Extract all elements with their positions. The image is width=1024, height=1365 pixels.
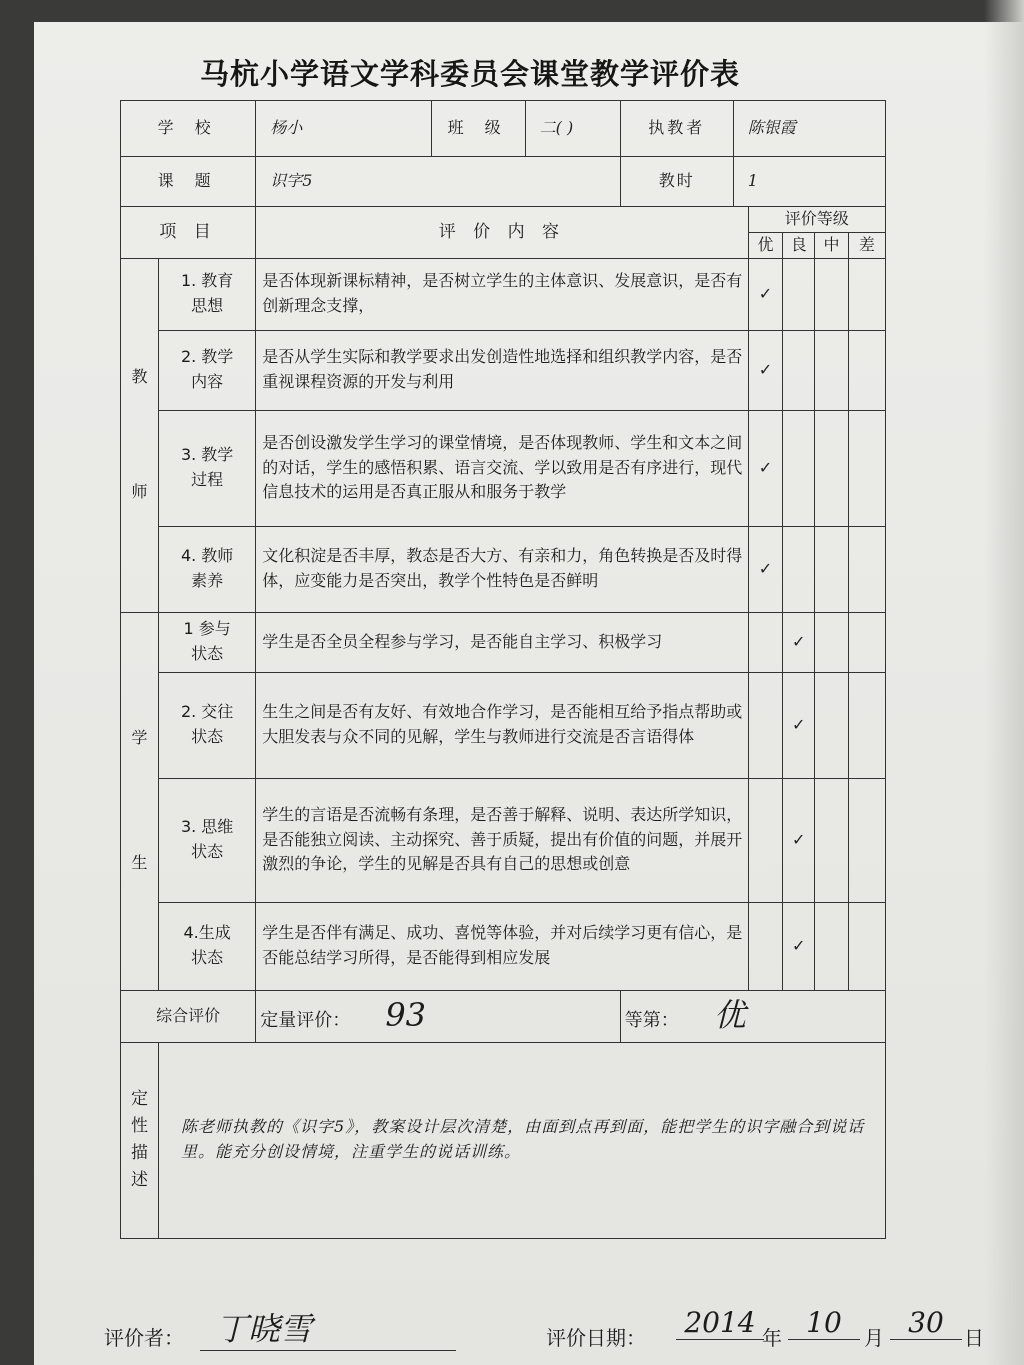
year-unit: 年 <box>762 1326 782 1350</box>
grade-cell <box>848 902 885 990</box>
table-row <box>121 672 886 778</box>
row-item: 2. 教学 内容 <box>159 330 256 410</box>
group-spacer <box>125 751 154 851</box>
quant-label: 定量评价： <box>260 1010 351 1032</box>
check-mark: ✓ <box>783 902 815 990</box>
grade-cell <box>815 410 849 526</box>
grade-cell <box>783 258 815 330</box>
grade-cell <box>748 902 783 990</box>
date-label: 评价日期： <box>546 1326 646 1350</box>
group-student-char-1: 学 <box>131 728 148 748</box>
group-teacher-char-1: 教 <box>131 367 148 387</box>
row-content: 学生的言语是否流畅有条理，是否善于解释、说明、表达所学知识，是否能独立阅读、主动探究、善于质疑，提出有价值的问题，并展开激烈的争论，学生的见解是否具有自己的思想或创意 <box>256 778 748 902</box>
row-content: 是否创设激发学生学习的课堂情境，是否体现教师、学生和文本之间的对话，学生的感悟积累、语言交流、学以致用是否有序进行，现代信息技术的运用是否真正服从和服务于教学 <box>256 410 748 526</box>
teacher-label: 执教者 <box>620 101 733 157</box>
grade-level-header: 评价等级 <box>748 207 885 233</box>
grade-cell <box>815 672 849 778</box>
form-title: 马杭小学语文学科委员会课堂教学评价表 <box>200 57 741 91</box>
grade-excellent-header: 优 <box>748 232 783 258</box>
grade-cell <box>815 526 849 612</box>
grade-cell <box>748 612 783 672</box>
class-value: 二( ) <box>525 101 620 157</box>
group-spacer <box>125 390 154 480</box>
row-content: 学生是否伴有满足、成功、喜悦等体验，并对后续学习更有信心，是否能总结学习所得，是否能得到相应发展 <box>256 902 748 990</box>
day-unit: 日 <box>964 1326 984 1350</box>
desc-label-char: 述 <box>131 1170 149 1191</box>
hours-label: 教时 <box>620 157 733 207</box>
check-mark: ✓ <box>783 672 815 778</box>
table-row <box>121 612 886 672</box>
row-content: 是否体现新课标精神，是否树立学生的主体意识、发展意识，是否有创新理念支撑， <box>256 258 748 330</box>
desc-label-char: 描 <box>131 1143 149 1164</box>
evaluator-label: 评价者： <box>104 1326 184 1350</box>
date-day: 30 <box>890 1306 962 1340</box>
row-item: 4.生成 状态 <box>159 902 256 990</box>
description-label <box>121 1042 159 1238</box>
grade-cell <box>848 672 885 778</box>
check-mark: ✓ <box>748 526 783 612</box>
footer <box>104 1306 1004 1351</box>
grade-cell <box>815 778 849 902</box>
summary-row <box>121 990 886 1042</box>
row-item: 1. 教育 思想 <box>159 258 256 330</box>
grade-cell <box>848 410 885 526</box>
school-value: 杨小 <box>256 101 431 157</box>
topic-label: 课 题 <box>121 157 256 207</box>
table-row <box>121 258 886 330</box>
check-mark: ✓ <box>783 778 815 902</box>
school-label: 学 校 <box>121 101 256 157</box>
month-unit: 月 <box>864 1326 884 1350</box>
row-item: 2. 交往 状态 <box>159 672 256 778</box>
grade-cell <box>815 612 849 672</box>
group-student-char-2: 生 <box>131 853 148 873</box>
group-teacher <box>121 258 159 612</box>
header-row-1 <box>121 101 886 157</box>
row-item: 3. 教学 过程 <box>159 410 256 526</box>
col-content-header: 评 价 内 容 <box>256 207 748 259</box>
group-student <box>121 612 159 990</box>
description-row <box>121 1042 886 1238</box>
summary-label: 综合评价 <box>121 990 256 1042</box>
grade-cell <box>783 410 815 526</box>
level-cell <box>620 990 885 1042</box>
grade-cell <box>748 778 783 902</box>
class-label: 班 级 <box>431 101 525 157</box>
page-edge-shadow <box>984 0 1024 1365</box>
topic-value: 识字5 <box>256 157 620 207</box>
grade-cell <box>848 526 885 612</box>
check-mark: ✓ <box>748 330 783 410</box>
check-mark: ✓ <box>748 410 783 526</box>
row-item: 3. 思维 状态 <box>159 778 256 902</box>
date-year: 2014 <box>676 1306 764 1340</box>
row-content: 文化积淀是否丰厚，教态是否大方、有亲和力，角色转换是否及时得体，应变能力是否突出，教学个性特色是否鲜明 <box>256 526 748 612</box>
level-label: 等第： <box>624 1010 679 1032</box>
grade-cell <box>748 672 783 778</box>
desc-label-char: 性 <box>131 1115 149 1136</box>
row-content: 学生是否全员全程参与学习，是否能自主学习、积极学习 <box>256 612 748 672</box>
header-row-2 <box>121 157 886 207</box>
row-item: 4. 教师 素养 <box>159 526 256 612</box>
hours-value: 1 <box>733 157 885 207</box>
grade-cell <box>848 258 885 330</box>
table-row <box>121 778 886 902</box>
evaluator-signature: 丁晓雪 <box>200 1304 456 1351</box>
level-value: 优 <box>713 996 746 1035</box>
teacher-value: 陈银霞 <box>733 101 885 157</box>
check-mark: ✓ <box>783 612 815 672</box>
grade-cell <box>848 612 885 672</box>
grade-fair-header: 中 <box>815 232 849 258</box>
col-item-header: 项 目 <box>121 207 256 259</box>
date-month: 10 <box>788 1306 860 1340</box>
grade-poor-header: 差 <box>848 232 885 258</box>
check-mark: ✓ <box>748 258 783 330</box>
row-item: 1 参与 状态 <box>159 612 256 672</box>
grade-cell <box>783 330 815 410</box>
grade-good-header: 良 <box>783 232 815 258</box>
row-content: 是否从学生实际和教学要求出发创造性地选择和组织教学内容，是否重视课程资源的开发与利用 <box>256 330 748 410</box>
desc-label-char: 定 <box>131 1088 149 1109</box>
description-text: 陈老师执教的《识字5》，教案设计层次清楚，由面到点再到面，能把学生的识字融合到说话里。能充分创设情境，注重学生的说话训练。 <box>159 1042 886 1238</box>
grade-cell <box>815 258 849 330</box>
column-header-row <box>121 207 886 233</box>
table-row <box>121 526 886 612</box>
group-teacher-char-2: 师 <box>131 482 148 502</box>
row-content: 生生之间是否有友好、有效地合作学习，是否能相互给予指点帮助或大胆发表与众不同的见解，学生与教师进行交流是否言语得体 <box>256 672 748 778</box>
grade-cell <box>783 526 815 612</box>
table-row <box>121 902 886 990</box>
table-row <box>121 410 886 526</box>
quant-value: 93 <box>385 996 427 1035</box>
grade-cell <box>815 902 849 990</box>
grade-cell <box>848 330 885 410</box>
grade-cell <box>815 330 849 410</box>
table-row <box>121 330 886 410</box>
quant-cell <box>256 990 620 1042</box>
grade-cell <box>848 778 885 902</box>
evaluation-table <box>120 100 886 1239</box>
